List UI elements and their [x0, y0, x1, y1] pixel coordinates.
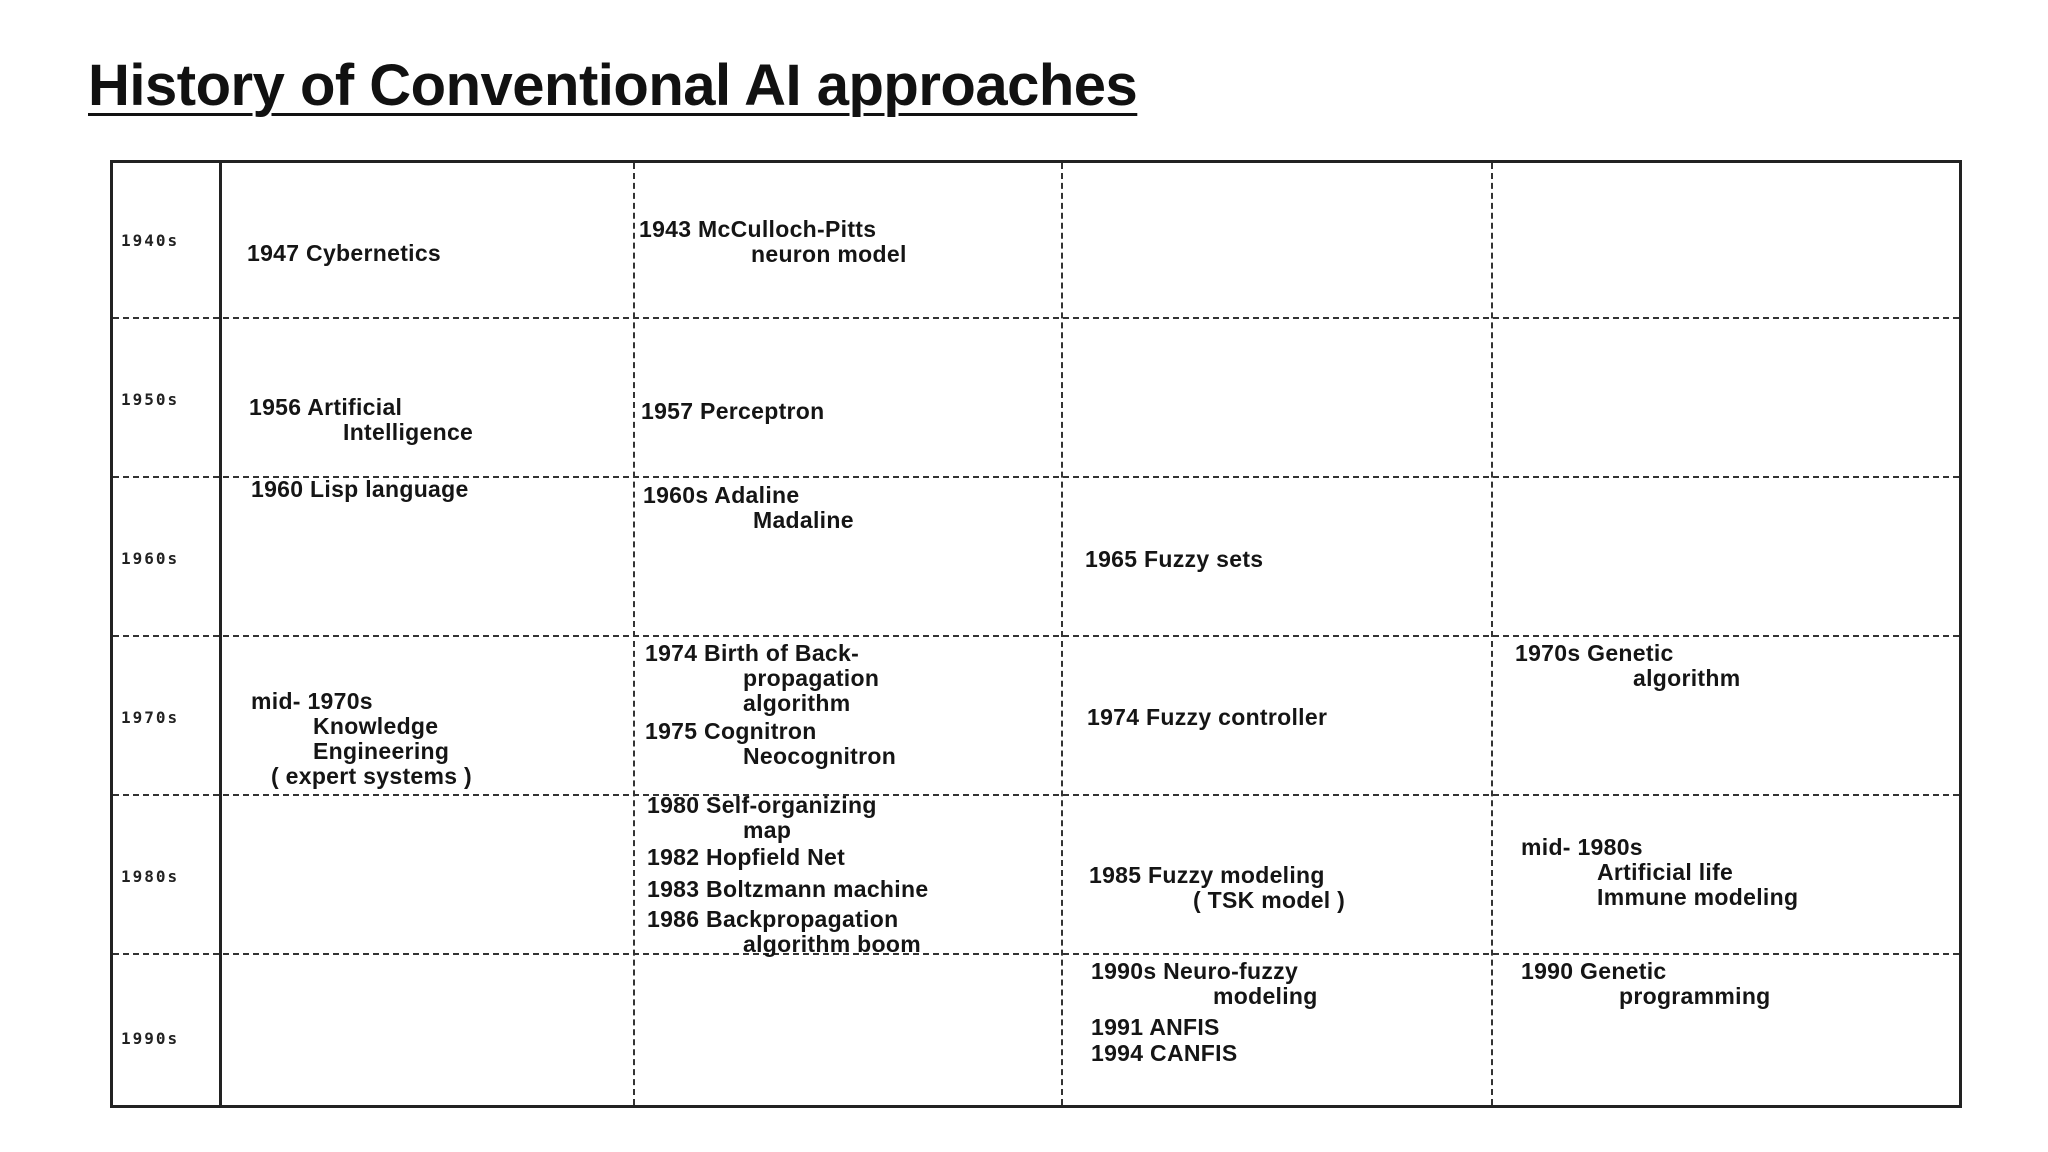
entry-lisp: 1960 Lisp language: [251, 476, 469, 502]
entry-neuro-fuzzy: 1990s Neuro-fuzzy modeling: [1091, 958, 1318, 1009]
entry-cognitron: 1975 Cognitron Neocognitron: [645, 718, 897, 769]
page-title: History of Conventional AI approaches: [88, 53, 1138, 118]
entry-anfis: 1991 ANFIS: [1091, 1014, 1220, 1040]
entry-fuzzy-sets: 1965 Fuzzy sets: [1085, 546, 1264, 572]
decade-label-1960s: 1960s: [121, 549, 180, 568]
decade-column-divider: [219, 163, 222, 1105]
column-divider: [1061, 163, 1063, 1105]
row-divider: [113, 794, 1959, 796]
entry-artificial-intelligence: 1956 Artificial Intelligence: [249, 394, 474, 445]
decade-label-1970s: 1970s: [121, 708, 180, 727]
entry-self-organizing-map: 1980 Self-organizing map: [647, 792, 877, 843]
entry-backpropagation-birth: 1974 Birth of Back- propagation algorithm: [645, 640, 880, 716]
entry-genetic-programming: 1990 Genetic programming: [1521, 958, 1771, 1009]
entry-fuzzy-controller: 1974 Fuzzy controller: [1087, 704, 1328, 730]
history-timeline-table: [110, 160, 1962, 1108]
entry-cybernetics: 1947 Cybernetics: [247, 240, 442, 266]
entry-genetic-algorithm: 1970s Genetic algorithm: [1515, 640, 1741, 691]
entry-hopfield-net: 1982 Hopfield Net: [647, 844, 846, 870]
row-divider: [113, 317, 1959, 319]
decade-label-1940s: 1940s: [121, 231, 180, 250]
column-divider: [633, 163, 635, 1105]
decade-label-1990s: 1990s: [121, 1029, 180, 1048]
entry-backpropagation-boom: 1986 Backpropagation algorithm boom: [647, 906, 921, 957]
entry-adaline: 1960s Adaline Madaline: [643, 482, 854, 533]
row-divider: [113, 635, 1959, 637]
entry-artificial-life: mid- 1980s Artificial life Immune modeling: [1521, 834, 1799, 910]
entry-perceptron: 1957 Perceptron: [641, 398, 825, 424]
entry-boltzmann-machine: 1983 Boltzmann machine: [647, 876, 929, 902]
entry-canfis: 1994 CANFIS: [1091, 1040, 1238, 1066]
column-divider: [1491, 163, 1493, 1105]
row-divider: [113, 953, 1959, 955]
decade-label-1980s: 1980s: [121, 867, 180, 886]
entry-fuzzy-modeling: 1985 Fuzzy modeling ( TSK model ): [1089, 862, 1346, 913]
entry-mcculloch-pitts: 1943 McCulloch-Pitts neuron model: [639, 216, 907, 267]
entry-knowledge-engineering: mid- 1970s Knowledge Engineering ( expert systems ): [251, 688, 472, 789]
decade-label-1950s: 1950s: [121, 390, 180, 409]
